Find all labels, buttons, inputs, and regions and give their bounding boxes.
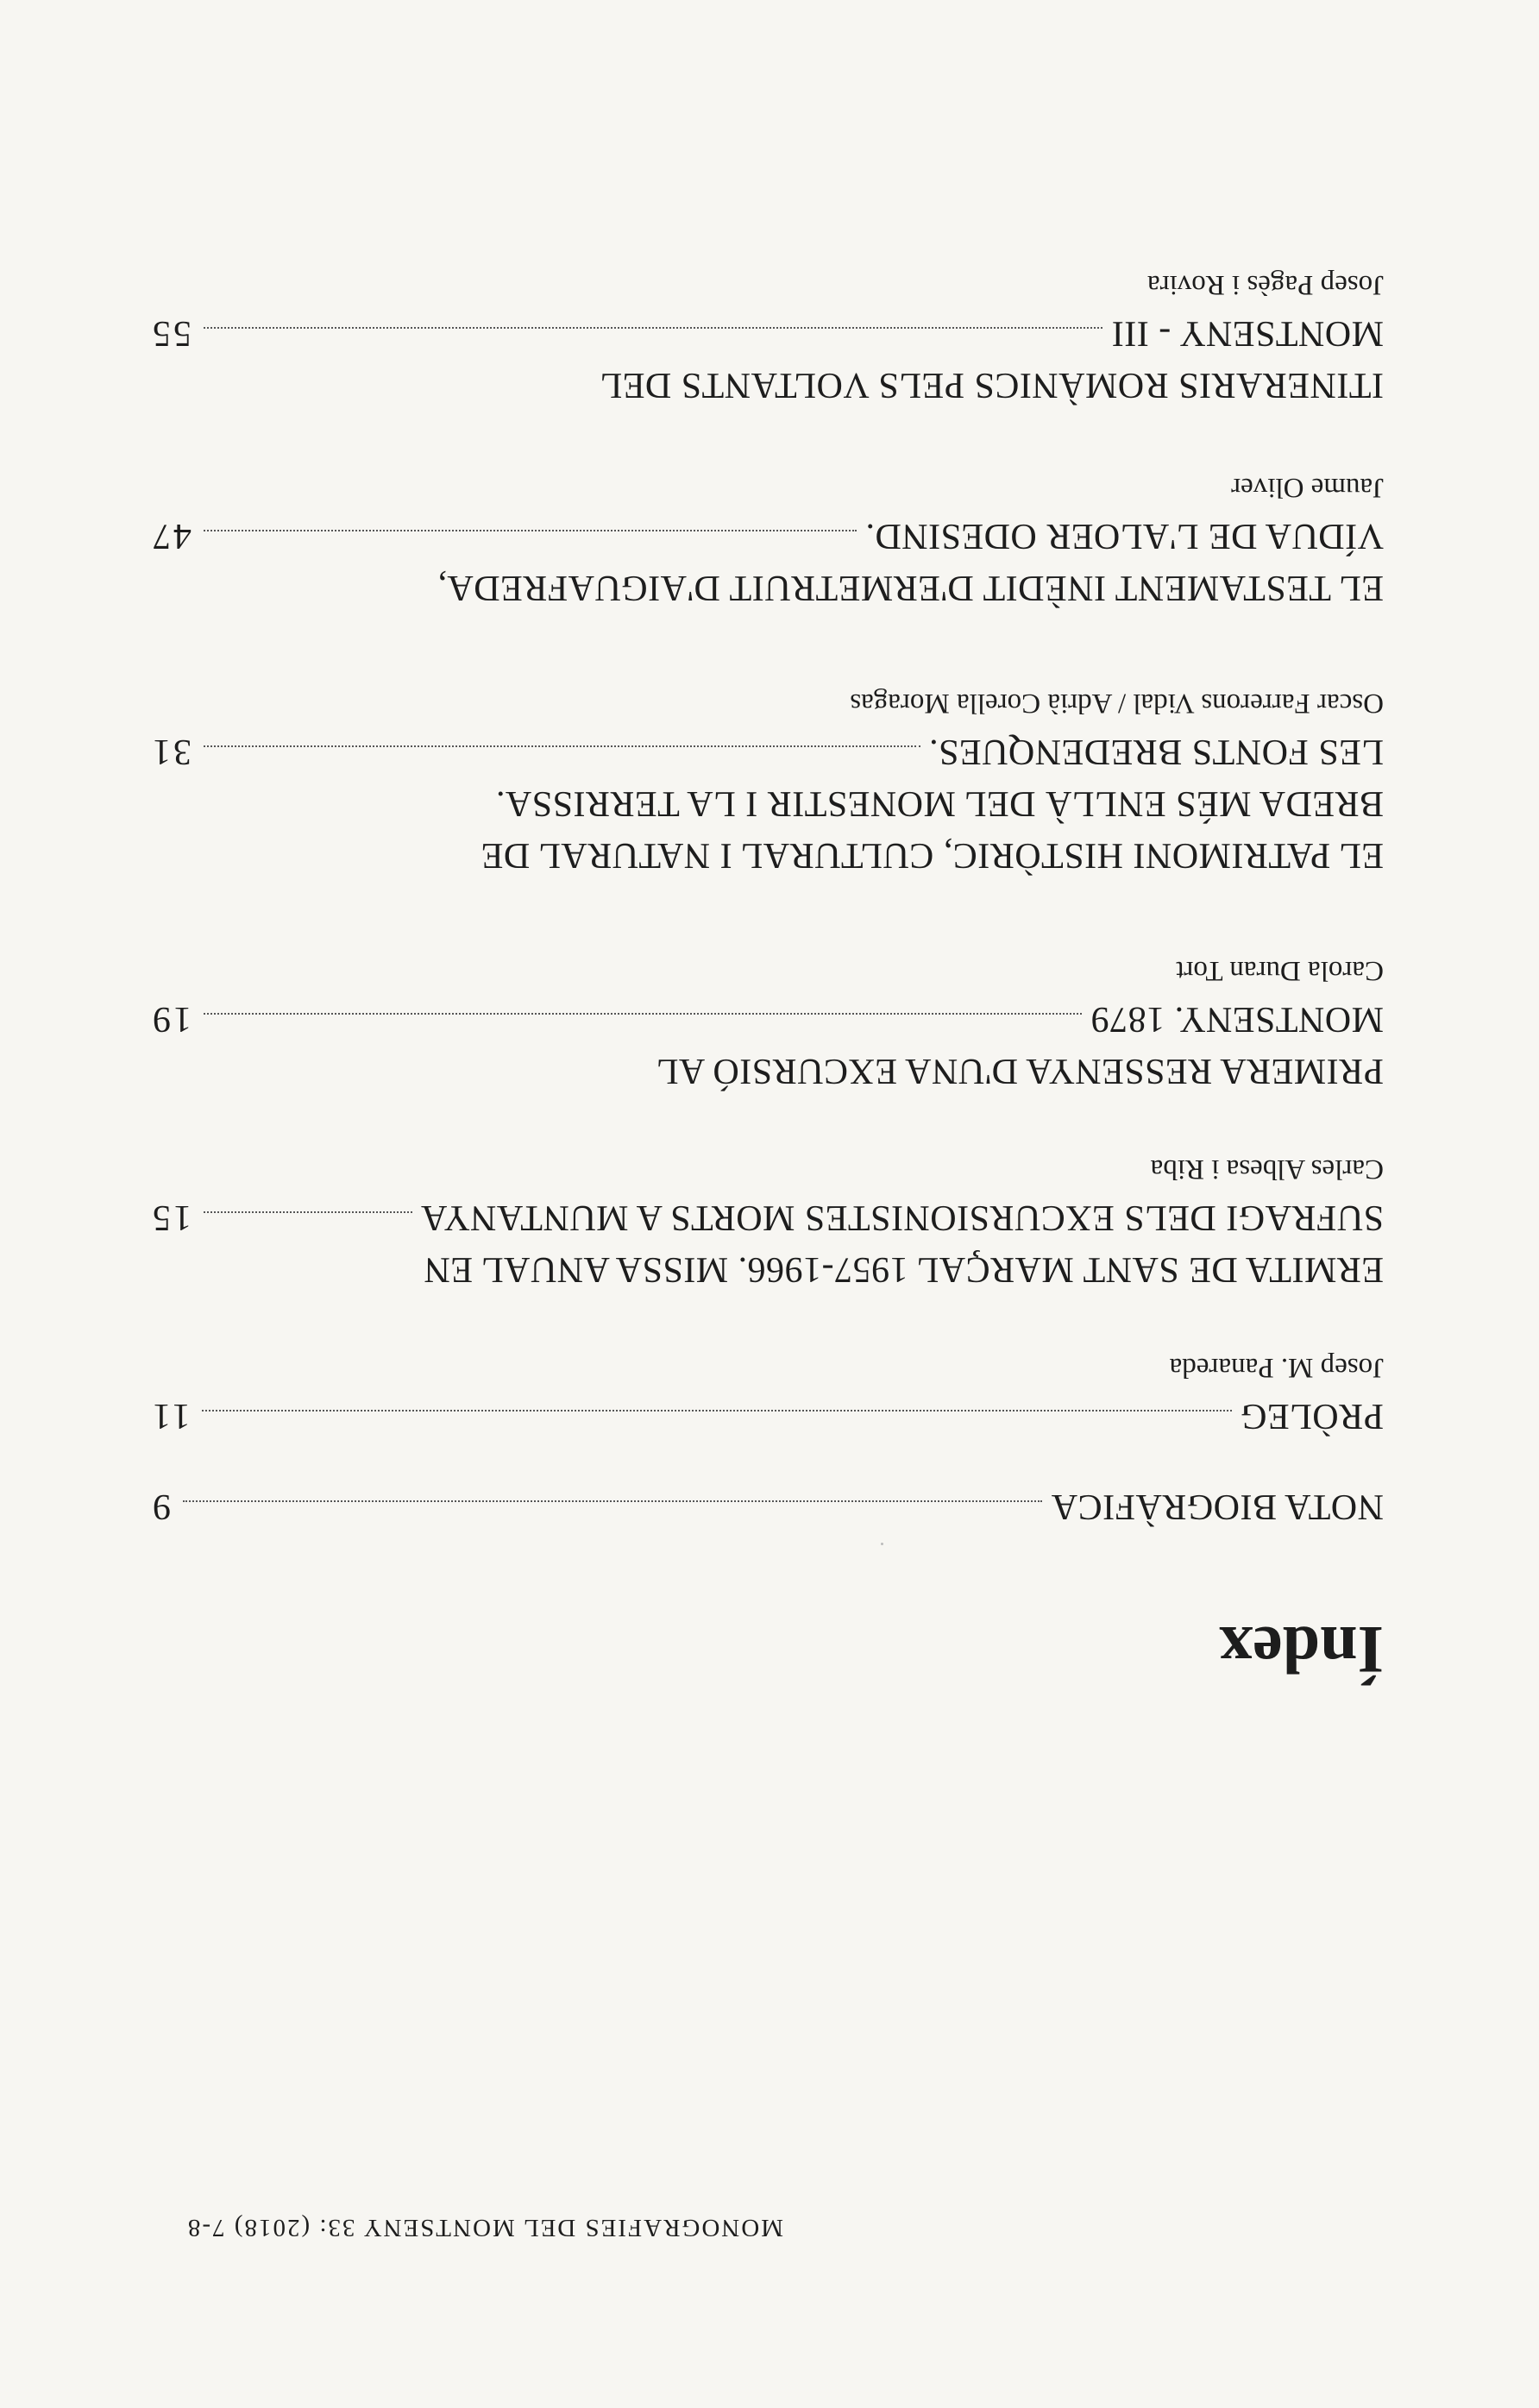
dot-leader bbox=[204, 1211, 412, 1213]
entry-title-line: PRÒLEG bbox=[1240, 1396, 1384, 1436]
entry-title bbox=[150, 307, 1384, 411]
entry-title-line: EL PATRIMONI HISTÒRIC, CULTURAL I NATURAL DE bbox=[481, 835, 1384, 875]
entry-title-line: EL TESTAMENT INÈDIT D'ERMETRUIT D'AIGUAFREDA, bbox=[437, 568, 1384, 607]
toc-entry[interactable] bbox=[150, 266, 1384, 411]
dot-leader bbox=[204, 530, 857, 531]
page-number: 15 bbox=[150, 1198, 192, 1237]
page-title: Índex bbox=[1219, 1613, 1384, 1688]
entry-title-line: BREDA MÉS ENLLÀ DEL MONESTIR I LA TERRISSA. bbox=[495, 783, 1384, 823]
entry-title-line: ERMITA DE SANT MARÇAL 1957-1966. MISSA ANUAL EN bbox=[424, 1249, 1384, 1289]
dot-leader bbox=[204, 327, 1102, 329]
entry-title bbox=[150, 1390, 1384, 1442]
running-header: MONOGRAFIES DEL MONTSENY 33: (2018) 7-8 bbox=[185, 2214, 783, 2241]
entry-title bbox=[150, 1481, 1384, 1532]
entry-title-line: PRIMERA RESSENYA D'UNA EXCURSIÓ AL bbox=[656, 1051, 1384, 1091]
dot-leader bbox=[202, 1410, 1231, 1411]
toc-entry[interactable] bbox=[150, 1481, 1384, 1532]
page-number: 31 bbox=[150, 732, 192, 771]
entry-title bbox=[150, 510, 1384, 613]
dot-leader bbox=[183, 1500, 1042, 1502]
entry-title-line: LES FONTS BREDENQUES. bbox=[928, 732, 1384, 771]
dot-leader bbox=[204, 745, 920, 747]
entry-title bbox=[150, 726, 1384, 881]
page-number: 47 bbox=[150, 516, 192, 556]
entry-title bbox=[150, 993, 1384, 1097]
toc-entry[interactable] bbox=[150, 1349, 1384, 1442]
entry-author: Josep Pagès i Rovira bbox=[1146, 269, 1384, 300]
toc-entry[interactable] bbox=[150, 952, 1384, 1097]
entry-title-line: MONTSENY - III bbox=[1111, 313, 1384, 353]
entry-author: Jaume Oliver bbox=[1231, 472, 1384, 503]
paper-speck bbox=[881, 1543, 883, 1545]
entry-title-line: NOTA BIOGRÀFICA bbox=[1051, 1487, 1384, 1526]
toc-entry[interactable] bbox=[150, 684, 1384, 881]
entry-title bbox=[150, 1191, 1384, 1295]
entry-title-line: ITINERARIS ROMÀNICS PELS VOLTANTS DEL bbox=[600, 365, 1384, 405]
entry-title-line: SUFRAGI DELS EXCURSIONISTES MORTS A MUNTANYA bbox=[420, 1198, 1384, 1237]
page-number: 11 bbox=[150, 1396, 191, 1436]
entry-title-line: MONTSENY. 1879 bbox=[1090, 999, 1384, 1039]
dot-leader bbox=[204, 1013, 1082, 1015]
entry-author: Josep M. Panareda bbox=[1169, 1352, 1384, 1383]
page-number: 55 bbox=[150, 313, 192, 353]
entry-title-line: VÍDUA DE L'ALOER ODESIND. bbox=[864, 516, 1384, 556]
entry-author: Carles Albesa i Riba bbox=[1150, 1154, 1384, 1185]
toc-entry[interactable] bbox=[150, 1150, 1384, 1295]
entry-author: Oscar Farrerons Vidal / Adrià Corella Moragas bbox=[850, 688, 1384, 719]
page-number: 19 bbox=[150, 999, 192, 1039]
entry-author: Carola Duran Tort bbox=[1176, 955, 1384, 986]
page-number: 9 bbox=[150, 1487, 171, 1526]
toc-entry[interactable] bbox=[150, 468, 1384, 613]
